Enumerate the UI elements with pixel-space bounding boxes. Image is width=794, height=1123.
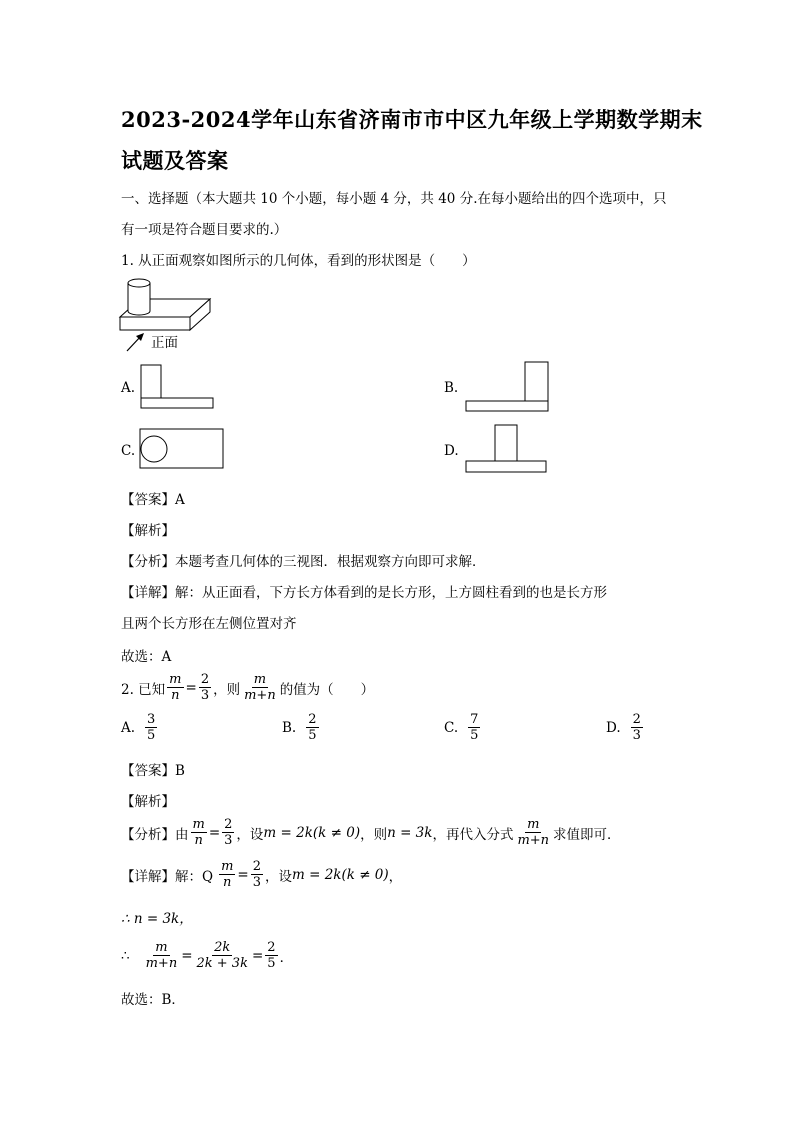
text: ，设 bbox=[265, 868, 292, 885]
q2-connector: ，则 bbox=[213, 681, 241, 698]
denominator: 2k + 3k bbox=[196, 956, 248, 971]
numerator: 2 bbox=[252, 859, 261, 874]
equals-sign: = bbox=[251, 947, 264, 964]
numerator: 2 bbox=[224, 817, 233, 832]
q1-option-c-label: C. bbox=[121, 443, 136, 459]
fraction-2k-over-sum bbox=[195, 940, 250, 971]
option-label: C. bbox=[444, 719, 459, 736]
text: ，再代入分式 bbox=[432, 826, 514, 843]
text: 【详解】解：Q bbox=[121, 868, 214, 885]
numerator: m bbox=[155, 940, 168, 955]
numerator: 7 bbox=[470, 712, 479, 727]
fraction-m-over-n bbox=[219, 859, 235, 890]
q1-analysis: 【分析】本题考查几何体的三视图．根据观察方向即可求解． bbox=[121, 554, 486, 570]
option-fraction bbox=[306, 712, 318, 743]
q2-analysis-heading: 【解析】 bbox=[121, 794, 175, 810]
q1-option-d-label: D. bbox=[444, 443, 459, 459]
option-fraction bbox=[145, 712, 157, 743]
numerator: 2 bbox=[267, 940, 276, 955]
option-label: A. bbox=[121, 719, 136, 736]
q2-prefix: 2. 已知 bbox=[121, 681, 166, 698]
therefore-symbol: ∴ bbox=[121, 947, 130, 964]
q1-option-c-figure bbox=[139, 428, 225, 470]
front-view-label: 正面 bbox=[151, 335, 178, 351]
q2-option-b bbox=[282, 712, 321, 743]
text: ，设 bbox=[236, 826, 264, 843]
option-label: B. bbox=[282, 719, 297, 736]
q2-answer: 【答案】B bbox=[121, 763, 185, 779]
numerator: 2 bbox=[200, 672, 210, 687]
question-2-stem bbox=[121, 672, 374, 703]
q2-final-choice: 故选：B． bbox=[121, 992, 185, 1008]
option-fraction bbox=[631, 712, 643, 743]
q2-analysis bbox=[121, 817, 621, 848]
numerator: 2k bbox=[214, 940, 231, 955]
option-label: D. bbox=[606, 719, 621, 736]
page-title-line2: 试题及答案 bbox=[121, 148, 229, 173]
fraction-m-over-m-plus-n bbox=[242, 672, 278, 703]
numerator: m bbox=[253, 672, 267, 687]
numerator: 3 bbox=[147, 712, 156, 727]
q2-option-a bbox=[121, 712, 159, 743]
text: 求值即可． bbox=[553, 826, 621, 843]
denominator: 5 bbox=[470, 728, 479, 743]
q1-detail-line2: 且两个长方形在左侧位置对齐 bbox=[121, 616, 297, 632]
q2-computation bbox=[121, 940, 293, 971]
equals-sign: = bbox=[237, 866, 249, 883]
numerator: m bbox=[169, 672, 182, 687]
math-expression: n = 3k bbox=[387, 824, 433, 841]
page-title-line1: 2023-2024学年山东省济南市市中区九年级上学期数学期末 bbox=[121, 107, 703, 132]
denominator: 5 bbox=[308, 728, 317, 743]
fraction-2-over-3 bbox=[251, 859, 263, 890]
option-fraction bbox=[468, 712, 480, 743]
text: 【分析】由 bbox=[121, 826, 189, 843]
q1-analysis-heading: 【解析】 bbox=[121, 523, 175, 539]
q2-therefore-line: ∴ n = 3k， bbox=[121, 911, 193, 927]
q2-suffix: 的值为（ ） bbox=[279, 681, 375, 698]
q1-option-b-label: B. bbox=[444, 380, 459, 396]
q1-detail-line1: 【详解】解：从正面看，下方长方体看到的是长方形，上方圆柱看到的也是长方形 bbox=[121, 585, 607, 601]
q1-option-d-figure bbox=[465, 424, 549, 474]
text: ，则 bbox=[360, 826, 388, 843]
period: ． bbox=[279, 949, 294, 966]
q1-answer: 【答案】A bbox=[121, 492, 185, 508]
denominator: m+n bbox=[517, 833, 550, 848]
q1-option-a-label: A. bbox=[121, 380, 136, 396]
denominator: 5 bbox=[267, 956, 276, 971]
fraction-2-over-3 bbox=[222, 817, 234, 848]
numerator: m bbox=[221, 859, 234, 874]
q1-final-choice: 故选：A bbox=[121, 649, 172, 665]
fraction-m-over-m-plus-n bbox=[144, 940, 180, 971]
section-heading-line1: 一、选择题（本大题共 10 个小题，每小题 4 分，共 40 分.在每小题给出的四个选项中，只 bbox=[121, 191, 667, 207]
q2-option-c bbox=[444, 712, 482, 743]
text: ， bbox=[388, 868, 403, 885]
denominator: m+n bbox=[145, 956, 178, 971]
numerator: 2 bbox=[308, 712, 317, 727]
denominator: n bbox=[171, 688, 180, 703]
denominator: 5 bbox=[147, 728, 156, 743]
q2-detail bbox=[121, 859, 402, 890]
question-1-stem: 1. 从正面观察如图所示的几何体，看到的形状图是（ ） bbox=[121, 253, 476, 269]
equals-sign: = bbox=[208, 824, 221, 841]
equals-sign: = bbox=[181, 947, 193, 964]
section-heading-line2: 有一项是符合题目要求的.） bbox=[121, 222, 288, 238]
denominator: n bbox=[223, 875, 232, 890]
denominator: 3 bbox=[632, 728, 641, 743]
equals-sign: = bbox=[185, 679, 197, 696]
denominator: 3 bbox=[224, 833, 233, 848]
fraction-2-over-3 bbox=[199, 672, 211, 703]
math-expression: m = 2k(k ≠ 0) bbox=[263, 824, 361, 841]
fraction-m-over-n bbox=[191, 817, 207, 848]
fraction-2-over-5 bbox=[265, 940, 277, 971]
q2-option-d bbox=[606, 712, 645, 743]
denominator: 3 bbox=[200, 688, 210, 703]
denominator: 3 bbox=[252, 875, 261, 890]
math-expression: m = 2k(k ≠ 0) bbox=[292, 866, 389, 883]
fraction-m-over-n bbox=[167, 672, 183, 703]
denominator: m+n bbox=[244, 688, 276, 703]
q1-option-b-figure bbox=[465, 361, 551, 413]
denominator: n bbox=[194, 833, 203, 848]
numerator: m bbox=[527, 817, 540, 832]
numerator: m bbox=[192, 817, 205, 832]
fraction-m-over-m-plus-n bbox=[515, 817, 551, 848]
numerator: 2 bbox=[632, 712, 641, 727]
q1-option-a-figure bbox=[140, 364, 216, 410]
